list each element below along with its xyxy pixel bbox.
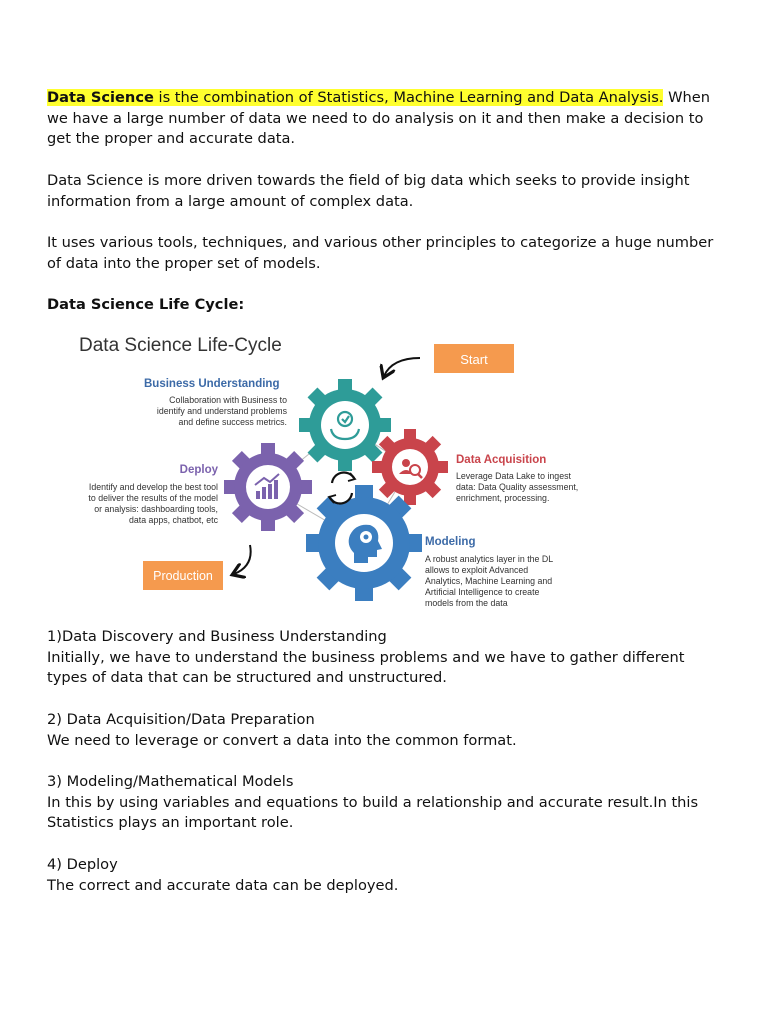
start-arrow bbox=[384, 358, 420, 376]
step-3-body: In this by using variables and equations to build a relationship and accurate result.In this Statistics plays an important role. bbox=[47, 793, 699, 832]
highlighted-definition: is the combination of Statistics, Machine Learning and Data Analysis. bbox=[153, 89, 664, 106]
deploy-desc-line-2: to deliver the results of the model bbox=[88, 493, 218, 503]
business-desc-line-1: Collaboration with Business to bbox=[169, 395, 287, 405]
step-3 bbox=[47, 772, 727, 834]
business-desc-line-3: and define success metrics. bbox=[178, 417, 287, 427]
acquisition-gear bbox=[372, 429, 448, 505]
step-3-title: 3) Modeling/Mathematical Models bbox=[47, 773, 294, 790]
diagram-title: Data Science Life-Cycle bbox=[79, 335, 282, 356]
modeling-desc-line-1: A robust analytics layer in the DL bbox=[425, 554, 554, 564]
modeling-desc-line-5: models from the data bbox=[425, 598, 508, 608]
lifecycle-svg bbox=[62, 330, 622, 610]
deploy-desc-line-4: data apps, chatbot, etc bbox=[128, 515, 218, 525]
lifecycle-diagram bbox=[62, 330, 622, 610]
acquisition-desc-line-3: enrichment, processing. bbox=[456, 493, 550, 503]
step-2-body: We need to leverage or convert a data into the common format. bbox=[47, 731, 517, 749]
production-arrow bbox=[234, 545, 251, 574]
step-4 bbox=[47, 855, 727, 896]
deploy-desc-line-3: or analysis: dashboarding tools, bbox=[94, 504, 218, 514]
acquisition-title: Data Acquisition bbox=[456, 454, 547, 466]
business-gear bbox=[299, 379, 391, 471]
modeling-gear bbox=[306, 485, 422, 601]
deploy-title: Deploy bbox=[179, 464, 218, 476]
intro-paragraph bbox=[47, 88, 727, 150]
step-4-body: The correct and accurate data can be deployed. bbox=[47, 876, 399, 894]
modeling-title: Modeling bbox=[425, 536, 476, 548]
step-4-title: 4) Deploy bbox=[47, 856, 118, 873]
acquisition-desc-line-2: data: Data Quality assessment, bbox=[456, 482, 579, 492]
start-label: Start bbox=[460, 352, 488, 367]
production-label: Production bbox=[153, 569, 213, 583]
business-desc-line-2: identify and understand problems bbox=[156, 406, 287, 416]
tools-paragraph: It uses various tools, techniques, and various other principles to categorize a huge number of data into the proper set of models. bbox=[47, 234, 714, 272]
step-1-body: Initially, we have to understand the business problems and we have to gather different types of data that can be structured and unstructured. bbox=[47, 648, 685, 687]
modeling-desc-line-2: allows to exploit Advanced bbox=[425, 565, 529, 575]
step-1 bbox=[47, 627, 727, 689]
modeling-desc-line-4: Artificial Intelligence to create bbox=[425, 587, 540, 597]
step-1-title: 1)Data Discovery and Business Understanding bbox=[47, 628, 387, 645]
lifecycle-heading: Data Science Life Cycle: bbox=[47, 296, 245, 313]
highlighted-term: Data Science bbox=[47, 89, 154, 106]
step-2 bbox=[47, 710, 727, 751]
intro-continuation: When we have a large number of data we need to do analysis on it and then make a decision to get the proper and accurate data. bbox=[47, 89, 710, 148]
big-data-paragraph: Data Science is more driven towards the field of big data which seeks to provide insight information from a large amount of complex data. bbox=[47, 172, 690, 210]
business-title: Business Understanding bbox=[144, 378, 280, 390]
acquisition-desc-line-1: Leverage Data Lake to ingest bbox=[456, 471, 571, 481]
deploy-desc-line-1: Identify and develop the best tool bbox=[88, 482, 218, 492]
deploy-gear bbox=[224, 443, 312, 531]
step-2-title: 2) Data Acquisition/Data Preparation bbox=[47, 711, 315, 728]
modeling-desc-line-3: Analytics, Machine Learning and bbox=[425, 576, 553, 586]
